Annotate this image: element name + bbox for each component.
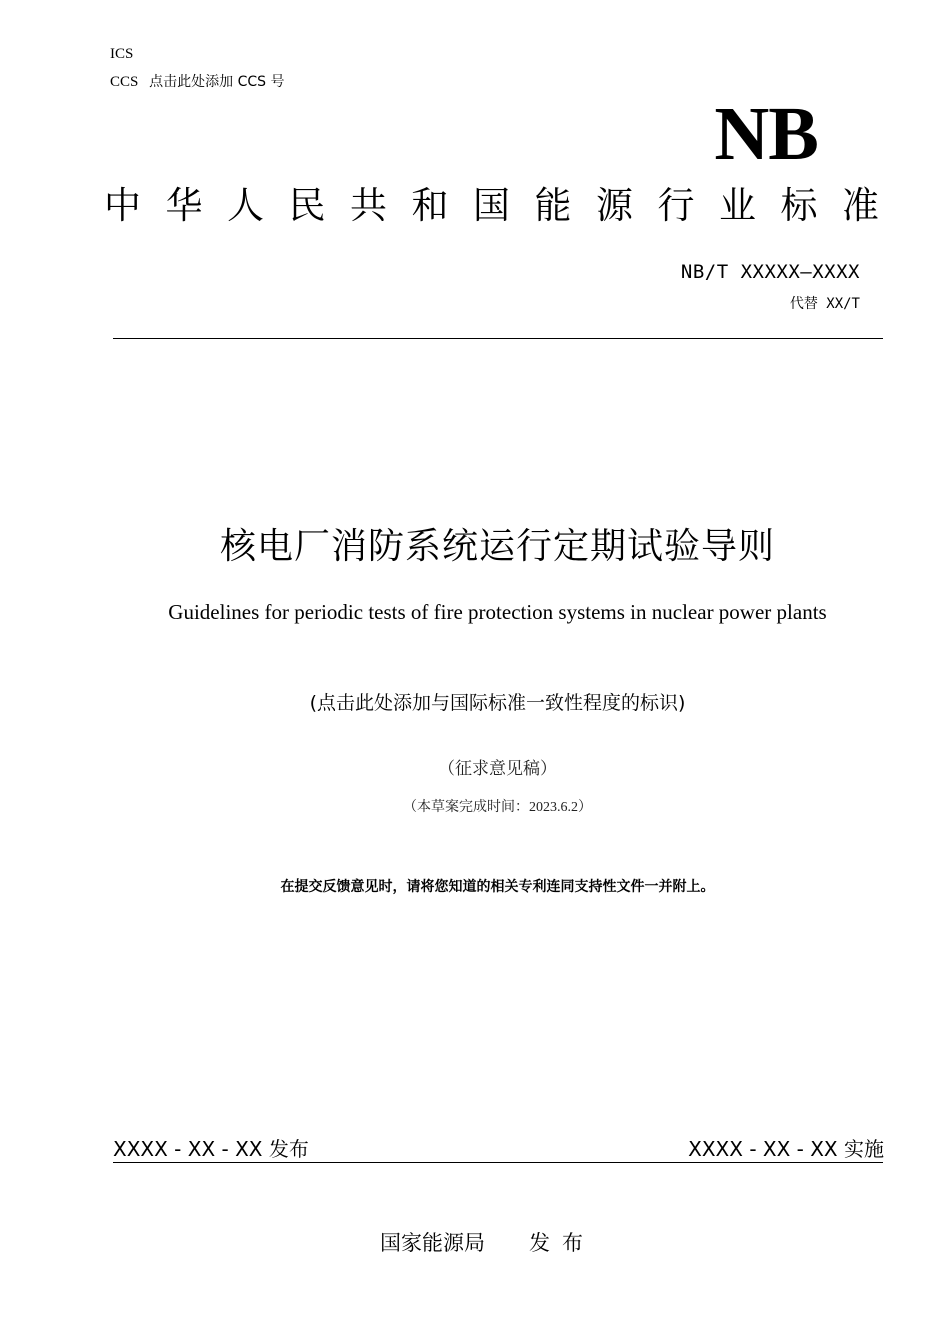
standard-number: NB/T XXXXX—XXXX <box>680 261 860 283</box>
footer-divider <box>113 1162 883 1163</box>
document-title-en: Guidelines for periodic tests of fire protection systems in nuclear power plants <box>168 600 827 624</box>
ccs-row <box>110 71 284 91</box>
document-title-cn: 核电厂消防系统运行定期试验导则 <box>219 526 775 567</box>
implement-date: XXXX - XX - XX 实施 <box>688 1137 884 1161</box>
consistency-hint-field[interactable]: (点击此处添加与国际标准一致性程度的标识) <box>309 692 686 714</box>
issuer-row <box>380 1227 595 1257</box>
issuer-name: 国家能源局 <box>380 1231 485 1255</box>
nb-logo: NB <box>714 92 818 176</box>
replaces-label: 代替 XX/T <box>789 296 860 312</box>
publish-date: XXXX - XX - XX 发布 <box>113 1137 309 1161</box>
draft-stage: （征求意见稿） <box>438 759 557 778</box>
header-divider <box>113 338 883 339</box>
issue-word: 发布 <box>529 1231 595 1255</box>
ics-label: ICS <box>110 46 134 62</box>
org-title: 中华人民共和国能源行业标准 <box>104 184 904 227</box>
patent-note: 在提交反馈意见时，请将您知道的相关专利连同支持性文件一并附上。 <box>280 879 715 895</box>
draft-completion-date: （本草案完成时间：2023.6.2） <box>403 800 592 815</box>
ccs-label: CCS <box>110 74 139 90</box>
ccs-hint-field[interactable]: 点击此处添加 CCS 号 <box>149 74 285 90</box>
